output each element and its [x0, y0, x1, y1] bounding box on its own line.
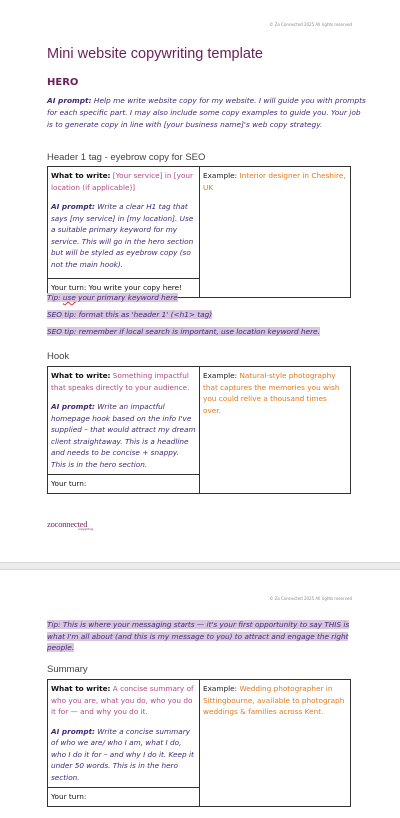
zoconnected-logo: zoconnected [47, 519, 88, 529]
messaging-tip: Tip: This is where your messaging starts — it's your first opportunity to say THIS is what I'm all about (and this is my message to you) to attract and engage the right people. [47, 620, 350, 652]
header1-instructions-cell [48, 167, 200, 279]
what-to-write-label: What to write: [51, 171, 111, 180]
summary-instructions-cell [48, 680, 200, 788]
ai-prompt-label: AI prompt: [51, 402, 95, 411]
ai-prompt-text: Write a concise summary of who we are/ who I am, what I do, who I do it for – and why I do it. Keep it under 50 words. This is in the hero section. [51, 726, 194, 782]
what-to-write-label: What to write: [51, 684, 111, 693]
summary-table [47, 679, 351, 807]
copyright-notice: © Zo Connected 2025 All rights reserved [269, 22, 352, 27]
logo-subtitle: copywriting [78, 528, 94, 531]
hook-table [47, 366, 351, 494]
header1-table [47, 166, 351, 298]
copyright-notice: © Zo Connected 2025 All rights reserved [269, 596, 352, 601]
page-title: Mini website copywriting template [47, 46, 263, 62]
hero-heading: HERO [47, 77, 79, 88]
seo-tip-location: SEO tip: remember if local search is important, use location keyword here. [47, 327, 320, 336]
tip-keyword: Tip: use your primary keyword here [47, 293, 178, 302]
hero-ai-prompt [47, 95, 367, 131]
what-to-write-value: Something impactful that speaks directly to your audience. [51, 371, 190, 392]
what-to-write-value: A concise summary of who you are, what you do, who you do it for — and why you do it. [51, 684, 194, 716]
example-value: Wedding photographer in Sittingbourne, available to photograph weddings & families across Kent. [203, 684, 345, 716]
ai-prompt-label: AI prompt: [51, 726, 95, 736]
what-to-write-value: [Your service] in [your location (if applicable)] [51, 171, 194, 192]
ai-prompt-text: Help me write website copy for my website. I will guide you with prompts for each specific part. I may also include some copy examples to guide you. Your job is to generate copy in line with [your business name]'s web copy strategy. [47, 96, 366, 129]
summary-your-turn-cell[interactable]: Your turn: [48, 788, 200, 807]
hook-your-turn-cell[interactable]: Your turn: [48, 475, 200, 494]
example-value: Natural-style photography that captures the memories you wish you could relive a thousand times over. [203, 371, 340, 415]
example-label: Example: [203, 371, 240, 380]
seo-tip-h1: SEO tip: format this as 'header 1' (<h1> tag) [47, 310, 213, 319]
hook-example-cell [200, 367, 351, 494]
what-to-write-label: What to write: [51, 371, 111, 380]
example-label: Example: [203, 684, 240, 693]
ai-prompt-label: AI prompt: [51, 202, 95, 211]
ai-prompt-text: Write an impactful homepage hook based on the info I've supplied – that would attract my dream client straightaway. This is a headline and needs to be concise + snappy. This is in the hero section. [51, 402, 196, 469]
header1-your-turn-cell[interactable]: Your turn: You write your copy here! [48, 279, 200, 298]
page-break [0, 562, 400, 570]
hook-instructions-cell [48, 367, 200, 475]
summary-heading: Summary [47, 664, 88, 675]
header1-example-cell [200, 167, 351, 298]
hook-heading: Hook [47, 351, 70, 362]
header1-heading: Header 1 tag - eyebrow copy for SEO [47, 152, 206, 163]
ai-prompt-label: AI prompt: [47, 96, 92, 105]
example-label: Example: [203, 171, 240, 180]
summary-example-cell [200, 680, 351, 807]
example-value: Interior designer in Cheshire, UK [203, 171, 346, 192]
page-2 [0, 570, 400, 818]
ai-prompt-text: Write a clear H1 tag that says [my service] in [my location]. Use a suitable primary keyword for my service. This will go in the hero section but will be styled as eyebrow copy (so not the main hook). [51, 202, 194, 269]
